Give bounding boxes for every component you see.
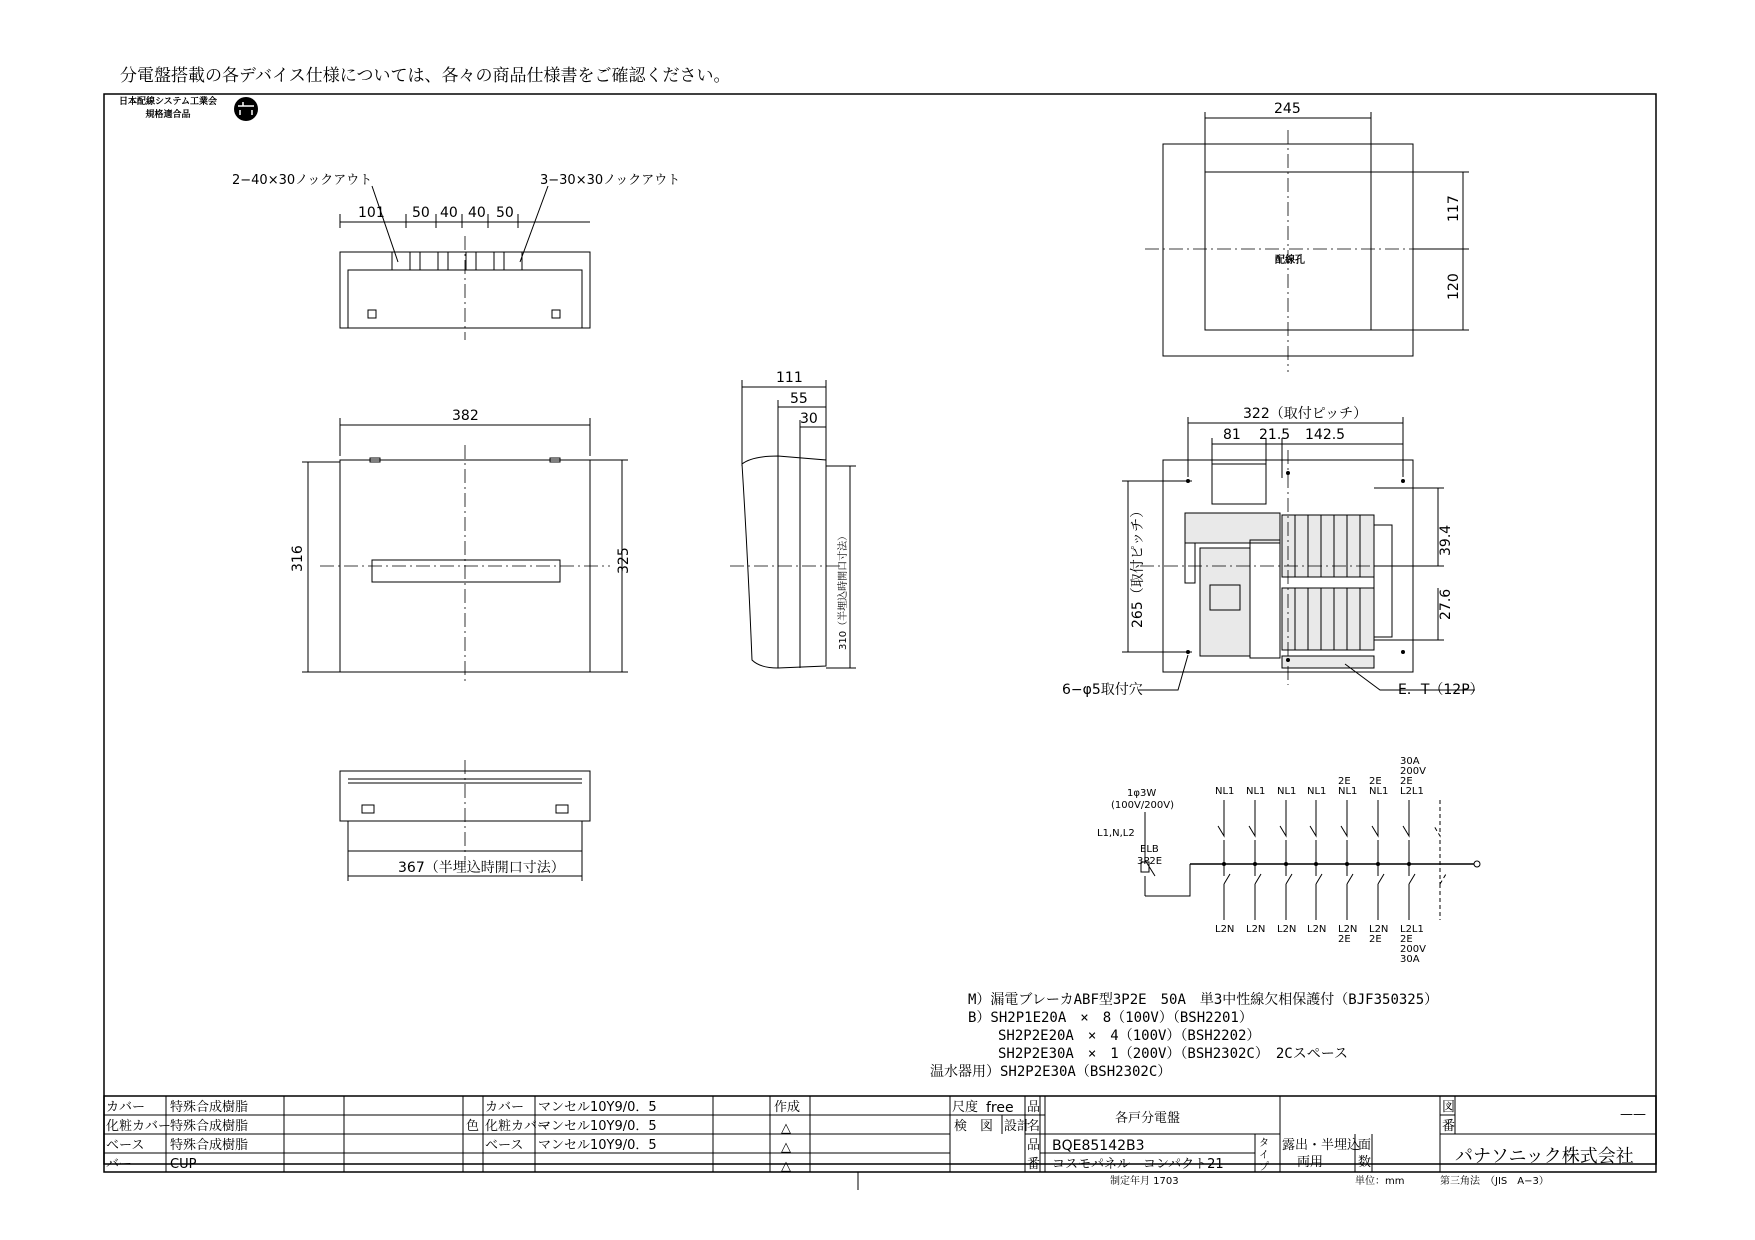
- dim-40a: 40: [440, 205, 458, 221]
- rear-width: 245: [1274, 101, 1301, 117]
- num-label-1: 品: [1027, 1138, 1041, 1153]
- elb-label: ELB: [1140, 844, 1159, 855]
- branch-7-bottom-label-2: 2E: [1400, 934, 1413, 945]
- mat-2: 特殊合成樹脂: [170, 1119, 249, 1134]
- branch-7-top-label-2: 200V: [1400, 766, 1426, 777]
- branch-7-top-label-3: 2E: [1400, 776, 1413, 787]
- spec-line-1: M）漏電ブレーカABF型3P2E 50A 単3中性線欠相保護付（BJF350325）: [968, 992, 1439, 1008]
- color-1: マンセル10Y9/0．5: [538, 1100, 657, 1115]
- type-label-3: プ: [1259, 1162, 1269, 1173]
- breaker-row-upper: [1282, 515, 1374, 577]
- type-value: 露出・半埋込: [1282, 1138, 1361, 1153]
- side-depth: 111: [776, 370, 803, 386]
- rev-triangle-2: △: [781, 1140, 791, 1155]
- dim-50a: 50: [412, 205, 430, 221]
- dim-81: 81: [1223, 427, 1241, 443]
- rear-view: [1145, 101, 1469, 372]
- branch-circuit-5: [1338, 776, 1357, 945]
- voltage-label: (100V/200V): [1111, 800, 1175, 811]
- check-label: 検 図: [954, 1119, 994, 1134]
- certification-line-2: 規格適合品: [145, 110, 191, 120]
- front-height-left: 316: [290, 545, 306, 572]
- mat-part-4: バー: [106, 1157, 133, 1172]
- side-55: 55: [790, 391, 808, 407]
- elb-type-label: 3P2E: [1137, 856, 1163, 867]
- supply-label: 1φ3W: [1127, 788, 1157, 799]
- dim-101: 101: [358, 205, 385, 221]
- front-height-right: 325: [616, 547, 632, 574]
- name-label-2: 名: [1027, 1119, 1041, 1134]
- mat-part-2: 化粧カバー: [106, 1119, 172, 1134]
- dim-142-5: 142.5: [1305, 427, 1346, 443]
- dim-39-4: 39.4: [1438, 524, 1454, 556]
- spec-line-4: SH2P2E30A × 1（200V）（BSH2302C） 2Cスペース: [998, 1046, 1349, 1062]
- scale-label: 尺度: [952, 1100, 979, 1115]
- branch-6-bottom-label-1: L2N: [1369, 924, 1389, 935]
- name-label-1: 品: [1027, 1100, 1041, 1115]
- color-label: 色: [466, 1119, 480, 1134]
- branch-5-top-label-2: NL1: [1338, 786, 1358, 797]
- rev-triangle-3: △: [781, 1159, 791, 1174]
- color-part-1: カバー: [485, 1100, 525, 1115]
- branch-2-top-label-1: NL1: [1246, 786, 1266, 797]
- certification-line-1: 日本配線システム工業会: [118, 97, 218, 107]
- mat-3: 特殊合成樹脂: [170, 1138, 249, 1153]
- projection-label: 第三角法 （JIS A−3）: [1440, 1176, 1549, 1187]
- spec-line-3: SH2P2E20A × 4（100V）（BSH2202）: [998, 1028, 1261, 1044]
- branch-7-bottom-label-1: L2L1: [1400, 924, 1424, 935]
- spec-list: [930, 991, 1438, 1080]
- made-label: 作成: [774, 1100, 801, 1115]
- branch-5-top-label-1: 2E: [1338, 776, 1351, 787]
- rev-triangle-1: △: [781, 1121, 791, 1136]
- branch-circuit-2: [1246, 786, 1265, 935]
- branch-4-top-label-1: NL1: [1307, 786, 1327, 797]
- mounting-holes-label: 6−φ5取付穴: [1062, 682, 1143, 698]
- inner-pitch-h: 322（取付ピッチ）: [1243, 406, 1368, 422]
- drawing-label-1: 図: [1442, 1100, 1456, 1115]
- color-3: マンセル10Y9/0．5: [538, 1138, 657, 1153]
- bottom-view: [340, 760, 590, 881]
- dim-40b: 40: [468, 205, 486, 221]
- branch-7-top-label-1: 30A: [1400, 756, 1420, 767]
- inner-view: [1062, 406, 1484, 698]
- spec-line-5: 温水器用）SH2P2E30A（BSH2302C）: [930, 1064, 1172, 1080]
- knockout-left-label: 2−40×30ノックアウト: [232, 173, 373, 188]
- spare-branch: [1434, 800, 1446, 920]
- branch-1-top-label-1: NL1: [1215, 786, 1235, 797]
- num-label-2: 番: [1027, 1157, 1041, 1172]
- inner-pitch-v: 265（取付ピッチ）: [1130, 503, 1146, 628]
- earth-terminal-label: E．T（12P）: [1398, 682, 1484, 698]
- branch-7-bottom-label-4: 30A: [1400, 954, 1420, 965]
- rear-120: 120: [1446, 273, 1462, 300]
- front-view: [290, 408, 632, 685]
- scale-value: free: [986, 1100, 1014, 1116]
- branch-6-top-label-1: 2E: [1369, 776, 1382, 787]
- mat-part-3: ベース: [106, 1138, 145, 1153]
- face-label-1: 面: [1358, 1138, 1372, 1153]
- earth-terminal: [1282, 656, 1374, 668]
- branch-6-bottom-label-2: 2E: [1369, 934, 1382, 945]
- certification-logo: [234, 97, 258, 121]
- top-view: [232, 173, 680, 340]
- dim-21-5: 21.5: [1259, 427, 1291, 443]
- lines-label: L1,N,L2: [1097, 828, 1135, 839]
- side-opening: 310（半埋込時開口寸法）: [838, 530, 849, 650]
- wiring-hole-label: 配線孔: [1275, 255, 1305, 266]
- branch-6-top-label-2: NL1: [1369, 786, 1389, 797]
- series-name: コスモパネル コンパクト21: [1052, 1157, 1224, 1172]
- branch-7-top-label-4: L2L1: [1400, 786, 1424, 797]
- side-view: [730, 370, 856, 668]
- page-notice: 分電盤搭載の各デバイス仕様については、各々の商品仕様書をご確認ください。: [120, 66, 731, 86]
- unit-label: 単位：mm: [1355, 1176, 1405, 1187]
- company-name: パナソニック株式会社: [1455, 1146, 1634, 1167]
- bottom-opening: 367（半埋込時開口寸法）: [398, 860, 565, 876]
- mat-4: CUP: [170, 1157, 197, 1172]
- branch-5-bottom-label-2: 2E: [1338, 934, 1351, 945]
- color-2: マンセル10Y9/0．5: [538, 1119, 657, 1134]
- branch-2-bottom-label-1: L2N: [1246, 924, 1266, 935]
- type-label-2: イ: [1259, 1150, 1269, 1161]
- color-part-3: ベース: [485, 1138, 524, 1153]
- mat-part-1: カバー: [106, 1100, 146, 1115]
- branch-3-top-label-1: NL1: [1277, 786, 1297, 797]
- knockout-right-label: 3−30×30ノックアウト: [540, 173, 681, 188]
- face-label-2: 数: [1358, 1155, 1372, 1170]
- drawing-number: ——: [1620, 1107, 1646, 1122]
- rear-117: 117: [1446, 195, 1462, 222]
- branch-3-bottom-label-1: L2N: [1277, 924, 1297, 935]
- branch-circuit-4: [1307, 786, 1326, 935]
- branch-circuit-3: [1277, 786, 1296, 935]
- type-value-2: 両用: [1297, 1155, 1324, 1170]
- branch-4-bottom-label-1: L2N: [1307, 924, 1327, 935]
- color-part-2: 化粧カバー: [485, 1119, 551, 1134]
- side-30: 30: [800, 411, 818, 427]
- branch-circuit-6: [1369, 776, 1388, 945]
- branch-7-bottom-label-3: 200V: [1400, 944, 1426, 955]
- product-number: BQE85142B3: [1052, 1138, 1145, 1154]
- branch-circuit-7: [1400, 756, 1426, 965]
- front-width: 382: [452, 408, 479, 424]
- date-label: 制定年月 1703: [1110, 1176, 1179, 1187]
- branch-5-bottom-label-1: L2N: [1338, 924, 1358, 935]
- design-label: 設計: [1004, 1119, 1031, 1134]
- title-block: [104, 1096, 1656, 1190]
- dim-27-6: 27.6: [1438, 588, 1454, 620]
- breaker-row-lower: [1282, 588, 1374, 650]
- circuit-diagram: [1097, 756, 1480, 965]
- branch-circuit-1: [1215, 786, 1234, 935]
- type-label-1: タ: [1259, 1138, 1269, 1149]
- spec-line-2: B）SH2P1E20A × 8（100V）（BSH2201）: [968, 1010, 1253, 1026]
- drawing-label-2: 番: [1442, 1119, 1456, 1134]
- mat-1: 特殊合成樹脂: [170, 1100, 249, 1115]
- branch-1-bottom-label-1: L2N: [1215, 924, 1235, 935]
- product-name: 各戸分電盤: [1115, 1111, 1181, 1126]
- dim-50b: 50: [496, 205, 514, 221]
